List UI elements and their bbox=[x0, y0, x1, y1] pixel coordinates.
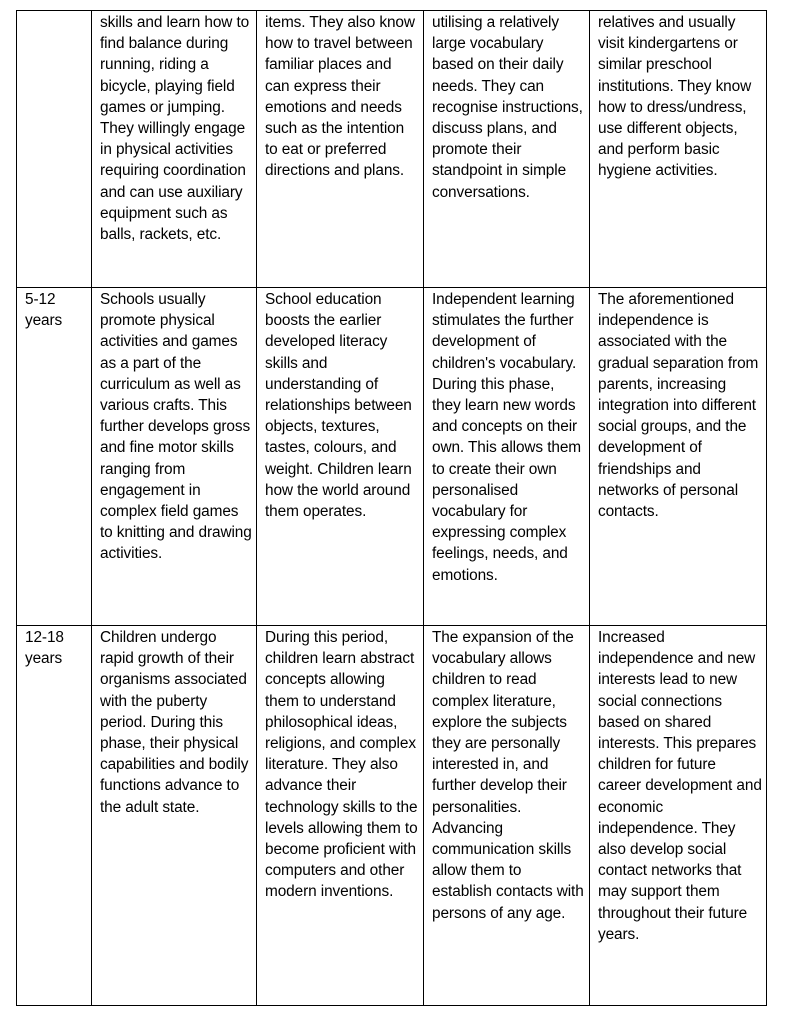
table-row bbox=[17, 626, 767, 1006]
cognitive-development-cell: During this period, children learn abstract concepts allowing them to understand philosophical ideas, religions, and complex literature. They also advance their technology skills to the levels allowing them to become proficient with computers and other modern inventions. bbox=[257, 626, 424, 1006]
social-development-cell: Increased independence and new interests lead to new social connections based on shared interests. This prepares children for future career development and economic independence. They also develop social contact networks that may support them throughout their future years. bbox=[590, 626, 767, 1006]
physical-development-cell: Schools usually promote physical activities and games as a part of the curriculum as well as various crafts. This further develops gross and fine motor skills ranging from engagement in complex field games to knitting and drawing activities. bbox=[92, 288, 257, 626]
social-development-cell: The aforementioned independence is associated with the gradual separation from parents, increasing integration into different social groups, and the development of friendships and networks of personal contacts. bbox=[590, 288, 767, 626]
cognitive-development-cell: items. They also know how to travel between familiar places and can express their emotions and needs such as the intention to eat or preferred directions and plans. bbox=[257, 11, 424, 288]
table-row bbox=[17, 11, 767, 288]
physical-development-cell: Children undergo rapid growth of their organisms associated with the puberty period. During this phase, their physical capabilities and bodily functions advance to the adult state. bbox=[92, 626, 257, 1006]
age-cell: 5-12 years bbox=[17, 288, 92, 626]
cognitive-development-cell: School education boosts the earlier developed literacy skills and understanding of relationships between objects, textures, tastes, colours, and weight. Children learn how the world around them operates. bbox=[257, 288, 424, 626]
development-stages-table bbox=[16, 10, 767, 1006]
table-row bbox=[17, 288, 767, 626]
language-development-cell: Independent learning stimulates the further development of children's vocabulary. During this phase, they learn new words and concepts on their own. This allows them to create their own personalised vocabulary for expressing complex feelings, needs, and emotions. bbox=[424, 288, 590, 626]
age-cell: 12-18 years bbox=[17, 626, 92, 1006]
language-development-cell: The expansion of the vocabulary allows children to read complex literature, explore the subjects they are personally interested in, and further develop their personalities. Advancing communication skills allow them to establish contacts with persons of any age. bbox=[424, 626, 590, 1006]
physical-development-cell: skills and learn how to find balance during running, riding a bicycle, playing field games or jumping. They willingly engage in physical activities requiring coordination and can use auxiliary equipment such as balls, rackets, etc. bbox=[92, 11, 257, 288]
age-cell bbox=[17, 11, 92, 288]
language-development-cell: utilising a relatively large vocabulary based on their daily needs. They can recognise instructions, discuss plans, and promote their standpoint in simple conversations. bbox=[424, 11, 590, 288]
social-development-cell: relatives and usually visit kindergartens or similar preschool institutions. They know how to dress/undress, use different objects, and perform basic hygiene activities. bbox=[590, 11, 767, 288]
